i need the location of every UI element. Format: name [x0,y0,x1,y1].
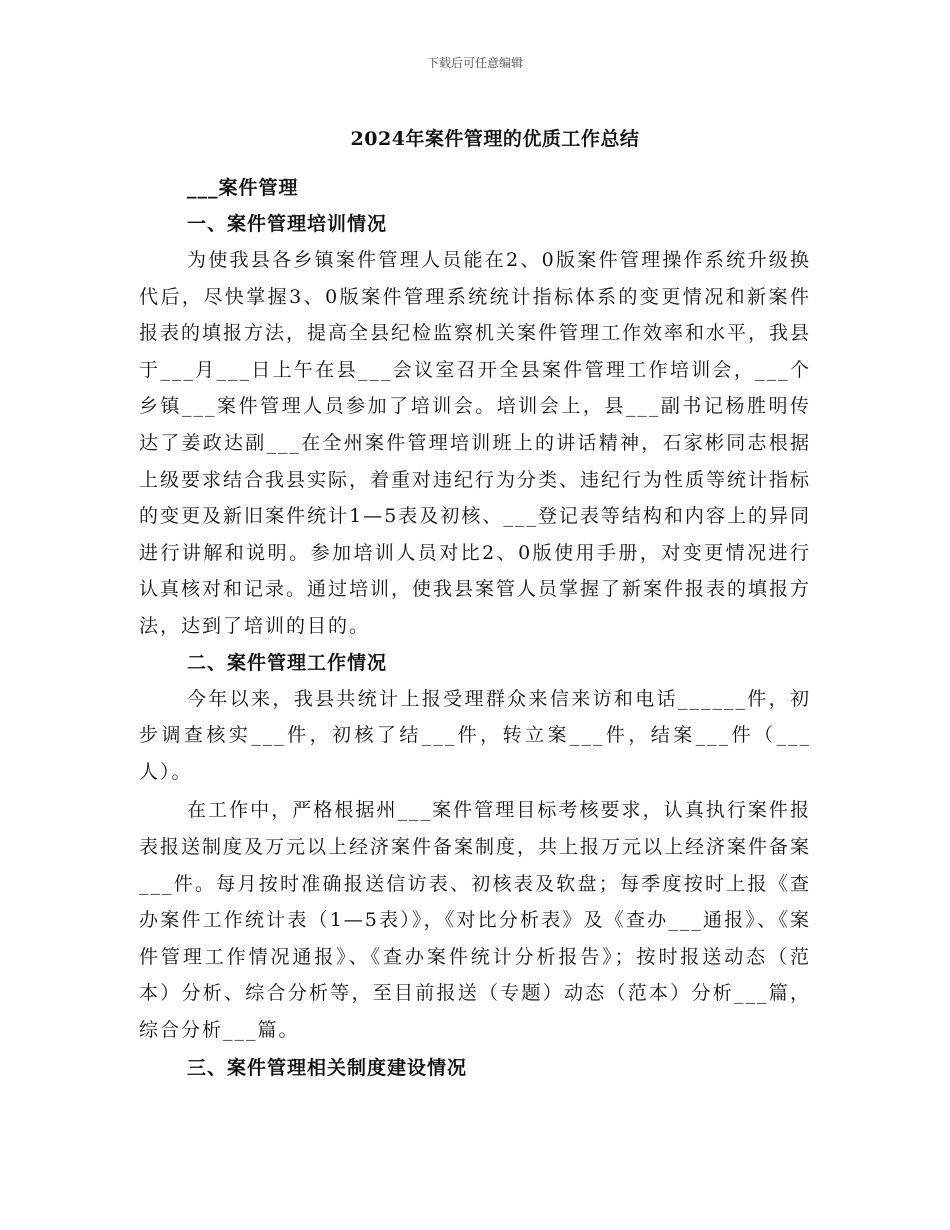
intro-heading: ___案件管理 [187,177,299,199]
section-heading-1: 一、案件管理培训情况 [187,213,388,235]
section-heading-3: 三、案件管理相关制度建设情况 [187,1057,468,1080]
header-note: 下载后可任意编辑 [426,56,523,70]
paragraph-work: 在工作中，严格根据州___案件管理目标考核要求，认真执行案件报表报送制度及万元以上经济案件备案制度，共上报万元以上经济案件备案___件。每月按时准确报送信访表、初核表及软盘；每季度按时上报《查办案件工作统计表（1—5表）》，《对比分析表》及《查办___通报》、《案件管理工作情况通报》、《查办案件统计分析报告》；按时报送动态（范本）分析、综合分析等，至目前报送（专题）动态（范本）分析___篇，综合分析___篇。 [139,799,812,1041]
section-heading-2: 二、案件管理工作情况 [187,651,388,674]
document-body [139,170,811,1086]
document-title: 2024年案件管理的优质工作总结 [350,128,640,150]
paragraph-training: 为使我县各乡镇案件管理人员能在2、0版案件管理操作系统升级换代后，尽快掌握3、0版案件管理系统统计指标体系的变更情况和新案件报表的填报方法，提高全县纪检监察机关案件管理工作效率和水平，我县于___月___日上午在县___会议室召开全县案件管理工作培训会，___个乡镇___案件管理人员参加了培训会。培训会上，县___副书记杨胜明传达了姜政达副___在全州案件管理培训班上的讲话精神，石家彬同志根据上级要求结合我县实际，着重对违纪行为分类、违纪行为性质等统计指标的变更及新旧案件统计1—5表及初核、___登记表等结构和内容上的异同进行讲解和说明。参加培训人员对比2、0版使用手册，对变更情况进行认真核对和记录。通过培训，使我县案管人员掌握了新案件报表的填报方法，达到了培训的目的。 [139,249,812,637]
paragraph-statistics: 今年以来，我县共统计上报受理群众来信来访和电话______件，初步调查核实___件，初核了结___件，转立案___件，结案___件（___人）。 [139,687,811,783]
